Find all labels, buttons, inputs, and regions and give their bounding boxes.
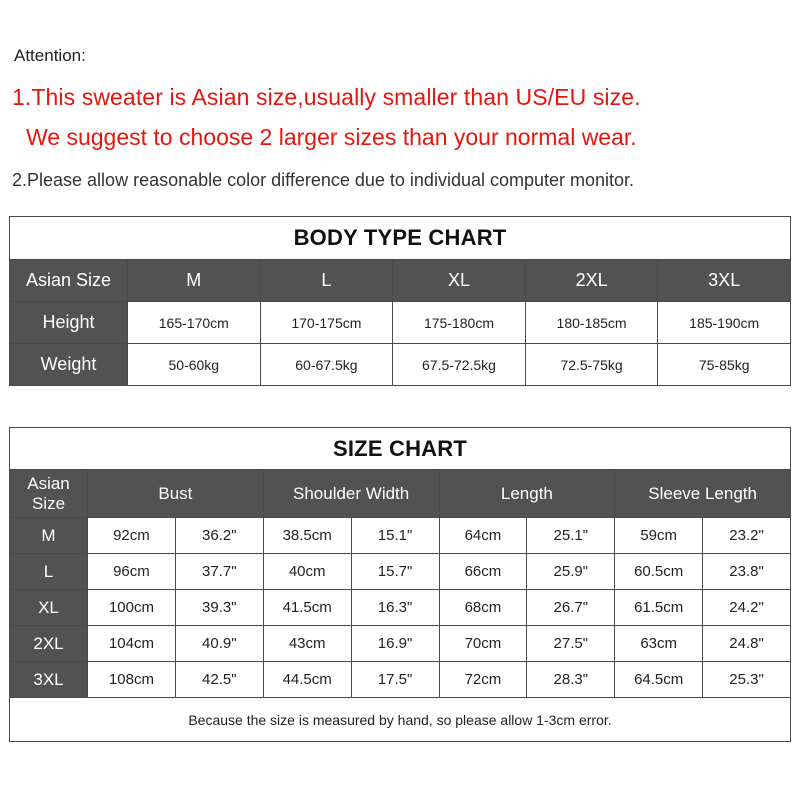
table-cell: 26.7" <box>527 590 615 626</box>
table-row <box>10 344 791 386</box>
table-row <box>10 554 791 590</box>
table-row <box>10 662 791 698</box>
table-cell: 24.2" <box>703 590 791 626</box>
table-cell: 60-67.5kg <box>260 344 393 386</box>
body-type-chart <box>9 216 791 386</box>
table-cell: 25.3" <box>703 662 791 698</box>
table-cell: 66cm <box>439 554 527 590</box>
table-cell: 23.8" <box>703 554 791 590</box>
table-cell: 42.5" <box>175 662 263 698</box>
body-size-header: 2XL <box>525 260 658 302</box>
table-cell: 104cm <box>88 626 176 662</box>
table-cell: 75-85kg <box>658 344 791 386</box>
table-row <box>10 590 791 626</box>
column-header-bust: Bust <box>88 470 264 518</box>
table-cell: 70cm <box>439 626 527 662</box>
body-size-header: XL <box>393 260 526 302</box>
table-cell: 100cm <box>88 590 176 626</box>
table-cell: 59cm <box>615 518 703 554</box>
table-cell: 38.5cm <box>263 518 351 554</box>
table-cell: 23.2" <box>703 518 791 554</box>
table-row <box>10 302 791 344</box>
table-cell: 60.5cm <box>615 554 703 590</box>
table-cell: 50-60kg <box>128 344 261 386</box>
size-notice-line1: 1.This sweater is Asian size,usually smaller than US/EU size. <box>12 84 641 110</box>
row-size-label: L <box>10 554 88 590</box>
column-header-sleeve-length: Sleeve Length <box>615 470 791 518</box>
table-cell: 64cm <box>439 518 527 554</box>
size-chart-header-label <box>10 470 88 518</box>
table-cell: 68cm <box>439 590 527 626</box>
column-header-shoulder-width: Shoulder Width <box>263 470 439 518</box>
table-cell: 37.7" <box>175 554 263 590</box>
table-cell: 27.5" <box>527 626 615 662</box>
table-cell: 64.5cm <box>615 662 703 698</box>
table-cell: 96cm <box>88 554 176 590</box>
table-cell: 63cm <box>615 626 703 662</box>
body-chart-header-label: Asian Size <box>10 260 128 302</box>
table-cell: 180-185cm <box>525 302 658 344</box>
row-size-label: 3XL <box>10 662 88 698</box>
row-size-label: 2XL <box>10 626 88 662</box>
row-size-label: M <box>10 518 88 554</box>
table-cell: 41.5cm <box>263 590 351 626</box>
table-cell: 67.5-72.5kg <box>393 344 526 386</box>
color-notice: 2.Please allow reasonable color difference due to individual computer monitor. <box>12 170 635 190</box>
body-size-header: 3XL <box>658 260 791 302</box>
table-cell: 175-180cm <box>393 302 526 344</box>
column-header-length: Length <box>439 470 615 518</box>
body-size-header: L <box>260 260 393 302</box>
table-row <box>10 518 791 554</box>
table-cell: 72cm <box>439 662 527 698</box>
table-cell: 170-175cm <box>260 302 393 344</box>
attention-label: Attention: <box>14 46 86 65</box>
measurement-note: Because the size is measured by hand, so please allow 1-3cm error. <box>10 698 791 742</box>
table-cell: 17.5" <box>351 662 439 698</box>
table-row <box>10 626 791 662</box>
size-chart <box>9 427 791 742</box>
table-cell: 25.1" <box>527 518 615 554</box>
header-label-line2: Size <box>31 493 66 513</box>
table-cell: 28.3" <box>527 662 615 698</box>
table-cell: 108cm <box>88 662 176 698</box>
body-chart-title: BODY TYPE CHART <box>10 217 791 260</box>
table-cell: 36.2" <box>175 518 263 554</box>
table-cell: 165-170cm <box>128 302 261 344</box>
row-label-weight: Weight <box>10 344 128 386</box>
row-size-label: XL <box>10 590 88 626</box>
table-cell: 16.3" <box>351 590 439 626</box>
table-cell: 40cm <box>263 554 351 590</box>
size-chart-title: SIZE CHART <box>10 428 791 470</box>
table-cell: 72.5-75kg <box>525 344 658 386</box>
table-cell: 16.9" <box>351 626 439 662</box>
table-cell: 185-190cm <box>658 302 791 344</box>
table-cell: 92cm <box>88 518 176 554</box>
table-cell: 43cm <box>263 626 351 662</box>
table-cell: 25.9" <box>527 554 615 590</box>
body-size-header: M <box>128 260 261 302</box>
table-cell: 15.7" <box>351 554 439 590</box>
row-label-height: Height <box>10 302 128 344</box>
size-notice-line2: We suggest to choose 2 larger sizes than your normal wear. <box>26 124 637 150</box>
table-cell: 15.1" <box>351 518 439 554</box>
table-cell: 44.5cm <box>263 662 351 698</box>
header-label-line1: Asian <box>27 473 70 493</box>
table-cell: 24.8" <box>703 626 791 662</box>
table-cell: 39.3" <box>175 590 263 626</box>
table-cell: 40.9" <box>175 626 263 662</box>
table-cell: 61.5cm <box>615 590 703 626</box>
